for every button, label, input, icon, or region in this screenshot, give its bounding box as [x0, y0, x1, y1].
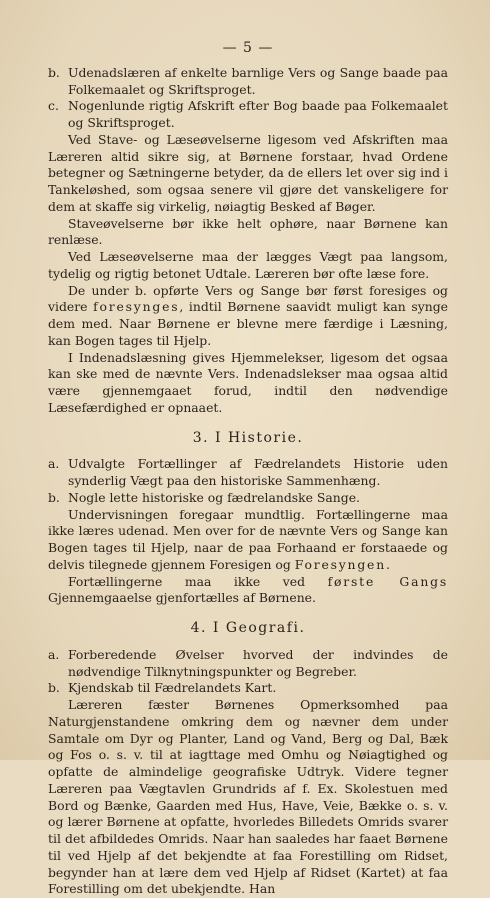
- list-item: [48, 647, 448, 681]
- paragraph-text: Børnene er blevne mere færdige i Læsning, kan Bogen tages til Hjelp.: [48, 316, 448, 348]
- list-text: Nogle lette historiske og fædrelandske Sange.: [68, 489, 360, 505]
- paragraph-text: Undervisningen foregaar mundtlig. Fortællingerne maa ikke læres udenad. Men over for de nævnte Vers og Sange kan Bogen tages til Hjelp, naar de paa Forhaand er forstaaede og delvis tilegnede gjennem Foresigen og: [48, 506, 448, 572]
- paragraph: Læreren fæster Børnenes Opmerksomhed paa Naturgjenstandene omkring dem og nævner dem under Samtale om Dyr og Planter, Land og Vand, Berg og Dal, Bæk og Fos o. s. v. til at iagttage med Omhu og Nøiagtighed og opfatte de almindelige geografiske Udtryk. Videre tegner Læreren paa Vægtavlen Grundrids af f. Ex. Skolestuen med Bord og Bænke, Gaarden med Hus, Have, Veie, Bække o. s. v. og lærer Børnene at opfatte, hvorledes Billedets Omrids svarer til det afbildedes Omrids. Naar han saaledes har faaet Børnene til ved Hjelp af det bekjendte at faa Forestilling om Ridset, begynder han at lære dem ved Hjelp af Ridset (Kartet) at faa Forestilling om det ubekjendte. Han: [48, 697, 448, 897]
- paragraph: Undervisningen foregaar mundtlig. Fortællingerne maa ikke læres udenad. Men over for de nævnte Vers og Sange kan Bogen tages til Hjelp, naar de paa Forhaand er forstaaede og delvis tilegnede gjennem Foresigen og Foresyngen.: [48, 506, 448, 572]
- section-heading: 4. I Geografi.: [190, 620, 306, 636]
- paragraph: Ved Stave- og Læseøvelserne ligesom ved Afskriften maa Læreren altid sikre sig, at Børnene forstaar, hvad Ordene betegner og Sætningerne betyder, da de ellers let over sig ind i Tankeløshed, som ogsaa senere vil gjøre det vanskeligere for dem at skaffe sig virkelig, nøiagtig Besked af Bøger.: [48, 131, 448, 214]
- list-text: Nogenlunde rigtig Afskrift efter Bog baade paa Folkemaalet og Skriftsproget.: [68, 98, 448, 130]
- spaced-word: foresynges: [93, 299, 180, 315]
- page-content: [48, 40, 448, 898]
- list-text: Udvalgte Fortællinger af Fædrelandets Historie uden synderlig Vægt paa den historiske Sammenhæng.: [68, 456, 448, 488]
- list-text: Udenadslæren af enkelte barnlige Vers og Sange baade paa Folkemaalet og Skriftsproget.: [68, 64, 448, 97]
- paragraph-text: , indtil Børnene saavidt muligt kan synge dem med. Naar: [48, 299, 448, 331]
- paragraph-text: De under b. opførte Vers og Sange bør først foresiges og videre: [48, 282, 448, 315]
- paragraph: Ved Læseøvelserne maa der lægges Vægt paa langsom, tydelig og rigtig betonet Udtale. Læreren bør ofte læse fore.: [48, 249, 448, 281]
- list-item: [48, 456, 448, 490]
- paragraph-text: Gjennemgaaelse gjenfortælles af Børnene.: [48, 590, 316, 606]
- page-number: — 5 —: [222, 40, 274, 56]
- list-marker: a.: [48, 646, 60, 662]
- paragraph-text: Fortællingerne maa ikke ved: [68, 573, 306, 589]
- list-marker: b.: [48, 680, 60, 696]
- list-marker: b.: [48, 489, 60, 505]
- section-heading: 3. I Historie.: [192, 429, 304, 446]
- spaced-word: første Gangs: [327, 573, 448, 589]
- spaced-word: Foresyngen: [294, 556, 386, 572]
- list-marker: a.: [48, 456, 60, 472]
- list-item: [48, 98, 448, 132]
- paragraph: Staveøvelserne bør ikke helt ophøre, naar Børnene kan renlæse.: [48, 215, 448, 248]
- paragraph: [48, 574, 448, 608]
- list-marker: c.: [48, 98, 59, 114]
- list-item: [48, 490, 448, 507]
- list-text: Kjendskab til Fædrelandets Kart.: [68, 680, 277, 696]
- paragraph: I Indenadslæsning gives Hjemmelekser, ligesom det ogsaa kan ske med de nævnte Vers. Indenadslekser maa ogsaa altid være gjennemgaaet forud, indtil den nødvendige Læsefærdighed er opnaaet.: [48, 349, 448, 415]
- list-text: Forberedende Øvelser hvorved der indvindes de nødvendige Tilknytningspunkter og Begreber.: [68, 646, 448, 679]
- list-marker: b.: [48, 64, 60, 80]
- list-item: [48, 65, 448, 99]
- paragraph: [48, 283, 448, 350]
- list-item: [48, 680, 448, 697]
